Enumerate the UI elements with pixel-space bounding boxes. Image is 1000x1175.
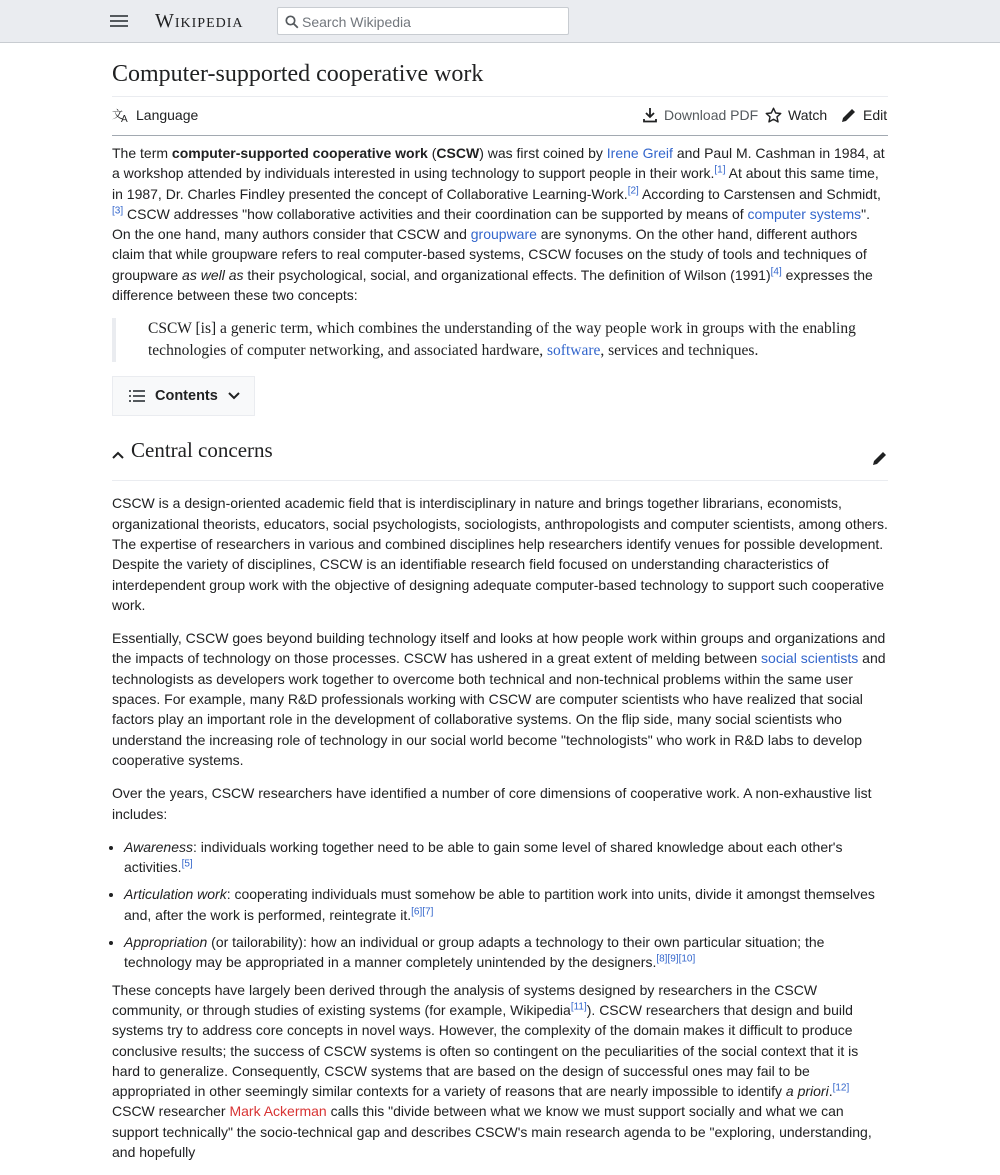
link-groupware[interactable]: groupware xyxy=(470,226,537,243)
list-item xyxy=(124,884,888,925)
text: (or tailorability): how an individual or group adapts a technology to their own particular situation; the technology may be appropriated in a manner completely unintended by the designers. xyxy=(124,934,825,971)
link-software[interactable]: software xyxy=(547,342,601,360)
text: and Paul M. Cashman in 1984, at a workshop attended by individuals interested in using technology to support people in their work. xyxy=(112,145,885,182)
list-term: Awareness xyxy=(124,838,194,855)
citation-1[interactable]: [1] xyxy=(714,164,726,176)
citation-8-9-10[interactable]: [8][9][10] xyxy=(656,953,696,965)
page-toolbar xyxy=(112,97,888,136)
section-paragraph-4 xyxy=(112,980,888,1163)
section-header xyxy=(112,436,888,481)
italic-text: a priori xyxy=(785,1083,829,1100)
section-title: Central concerns xyxy=(131,438,273,463)
main-content xyxy=(112,42,888,1175)
citation-12[interactable]: [12] xyxy=(832,1082,850,1094)
text: CSCW addresses "how collaborative activities and their coordination can be supported by means of xyxy=(123,205,748,222)
citation-5[interactable]: [5] xyxy=(181,858,193,870)
link-computer-systems[interactable]: computer systems xyxy=(747,205,862,222)
text: ( xyxy=(427,145,437,161)
list-term: Articulation work xyxy=(124,886,227,903)
language-button[interactable] xyxy=(112,107,198,123)
section-paragraph-2 xyxy=(112,628,888,770)
watch-button[interactable] xyxy=(765,107,827,123)
citation-4[interactable]: [4] xyxy=(770,266,782,278)
svg-text:A: A xyxy=(121,114,128,123)
list-item xyxy=(124,932,888,973)
link-irene-greif[interactable]: Irene Greif xyxy=(606,145,673,161)
svg-text:文: 文 xyxy=(112,109,123,121)
abbr-bold: CSCW xyxy=(436,145,480,161)
citation-3[interactable]: [3] xyxy=(112,205,124,217)
language-icon xyxy=(112,107,130,123)
text: ) was first coined by xyxy=(479,145,607,161)
download-pdf-label: Download PDF xyxy=(664,107,759,123)
text: CSCW [is] a generic term, which combines the understanding of the way people work in groups with the enabling technologies of computer networking, and associated hardware, xyxy=(148,320,856,360)
edit-label: Edit xyxy=(863,107,888,123)
search-icon xyxy=(285,15,299,29)
pencil-icon xyxy=(841,107,857,123)
text: : cooperating individuals must somehow be able to partition work into units, divide it amongst themselves and, after the work is performed, reintegrate it. xyxy=(124,886,875,923)
text: At about this same time, in 1987, Dr. Charles Findley presented the concept of Collaborative Learning-Work. xyxy=(112,165,879,202)
text: : individuals working together need to be able to gain some level of shared knowledge about each other's activities. xyxy=(124,838,843,876)
citation-2[interactable]: [2] xyxy=(627,184,639,196)
text: and technologists as developers work together to overcome both technical and non-technical problems within the same user spaces. For example, many R&D professionals working with CSCW are computer scientists who have realized that social factors play an important role in the development of collaborative systems. On the flip side, many social scientists who understand the increasing role of technology in our social world become "technologists" who work in R&D labs to develop cooperative systems. xyxy=(112,650,886,768)
term-bold: computer-supported cooperative work xyxy=(171,145,428,161)
text: CSCW researcher xyxy=(112,1103,230,1120)
text: The term xyxy=(112,145,172,161)
list-icon xyxy=(129,389,145,403)
intro-paragraph xyxy=(112,143,888,305)
edit-button[interactable] xyxy=(841,107,887,123)
text: These concepts have largely been derived through the analysis of systems designed by researchers in the CSCW community, or through studies of existing systems (for example, Wikipedia xyxy=(112,981,818,1018)
star-icon xyxy=(765,107,782,123)
citation-11[interactable]: [11] xyxy=(570,1001,587,1013)
text: their psychological, social, and organizational effects. The definition of Wilson (1991) xyxy=(243,266,771,283)
search-box[interactable] xyxy=(277,7,569,35)
text: calls this "divide between what we know we must support socially and what we can support technically" the socio-technical gap and describes CSCW's main research agenda to be "exploring, understanding, and hopefully xyxy=(112,1103,872,1160)
download-icon xyxy=(642,107,658,123)
dimensions-list xyxy=(112,837,888,973)
text: are synonyms. On the other hand, different authors claim that while groupware refers to real computer-based systems, CSCW focuses on the study of tools and techniques of groupware xyxy=(112,226,867,283)
link-mark-ackerman[interactable]: Mark Ackerman xyxy=(229,1103,327,1120)
search-input[interactable] xyxy=(300,12,564,32)
chevron-up-icon[interactable] xyxy=(112,451,124,459)
text: ". On the one hand, many authors consider that CSCW and xyxy=(112,205,870,243)
watch-label: Watch xyxy=(788,107,828,123)
article-body xyxy=(112,143,888,1162)
list-item xyxy=(124,837,888,878)
citation-6-7[interactable]: [6][7] xyxy=(411,906,434,918)
page-title: Computer-supported cooperative work xyxy=(112,60,888,97)
italic-text: as well as xyxy=(182,266,244,283)
text: expresses the difference between these two concepts: xyxy=(112,266,873,304)
contents-label: Contents xyxy=(155,388,218,405)
link-social-scientists[interactable]: social scientists xyxy=(761,650,859,667)
section-paragraph-3: Over the years, CSCW researchers have identified a number of core dimensions of cooperative work. A non-exhaustive list includes: xyxy=(112,785,872,822)
section-edit-pencil-icon[interactable] xyxy=(872,450,888,466)
download-pdf-button[interactable] xyxy=(642,107,758,123)
text: . xyxy=(828,1083,833,1100)
section-paragraph-1: CSCW is a design-oriented academic field that is interdisciplinary in nature and brings together librarians, economists, organizational theorists, educators, social psychologists, sociologists, anthropologists and computer scientists, among others. The expertise of researchers in various and combined disciplines help researchers identify venues for possible development. Despite the variety of disciplines, CSCW is an identifiable research field focused on understanding characteristics of interdependent group work with the objective of designing adequate computer-based technology to support such cooperative work. xyxy=(112,495,888,613)
quote-block xyxy=(112,318,888,362)
contents-toggle[interactable] xyxy=(112,376,255,416)
top-header xyxy=(0,0,1000,43)
text: , services and techniques. xyxy=(600,342,759,360)
language-label: Language xyxy=(136,107,199,123)
chevron-down-icon xyxy=(228,392,240,400)
text: Essentially, CSCW goes beyond building technology itself and looks at how people work within groups and organizations and the impacts of technology on those processes. CSCW has ushered in a great extent of melding between xyxy=(112,630,886,667)
main-menu-button[interactable] xyxy=(110,12,128,30)
list-term: Appropriation xyxy=(124,934,208,951)
text: ). CSCW researchers that design and build systems try to address core concepts in novel ways. However, the complexity of the domain makes it difficult to produce conclusive results; the success of CSCW systems is often so contingent on the peculiarities of the social context that it is hard to generalize. Consequently, CSCW systems that are based on the design of successful ones may fail to be appropriated in other seemingly similar contexts for a variety of reasons that are nearly impossible to identify xyxy=(112,1001,859,1100)
text: According to Carstensen and Schmidt, xyxy=(638,185,881,202)
wikipedia-logo[interactable]: Wikipedia xyxy=(155,10,244,32)
